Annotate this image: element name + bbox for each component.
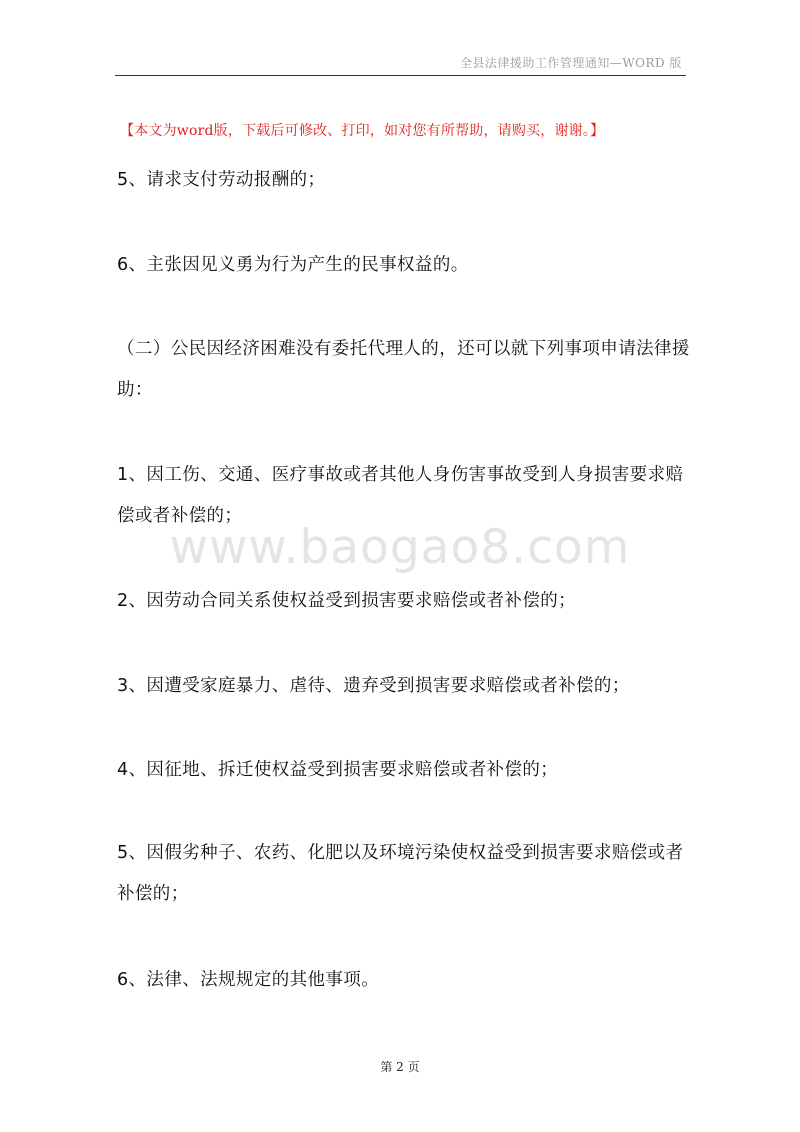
- paragraph-item-4-land-requisition: 4、因征地、拆迁使权益受到损害要求赔偿或者补偿的；: [117, 760, 559, 780]
- paragraph-item-6-heroic-act: 6、主张因见义勇为行为产生的民事权益的。: [117, 255, 469, 275]
- watermark-text: www.baogao8.com: [169, 520, 631, 575]
- header-divider: [115, 75, 686, 76]
- page-number: 第 2 页: [380, 1060, 420, 1074]
- paragraph-item-1-injury: 1、因工伤、交通、医疗事故或者其他人身伤害事故受到人身损害要求赔偿或者补偿的；: [117, 465, 684, 526]
- paragraph-item-5-labor-pay: 5、请求支付劳动报酬的；: [117, 170, 326, 190]
- paragraph-item-6-other-matters: 6、法律、法规规定的其他事项。: [117, 970, 380, 990]
- paragraph-item-2-labor-contract: 2、因劳动合同关系使权益受到损害要求赔偿或者补偿的；: [117, 591, 577, 611]
- paragraph-item-3-domestic-violence: 3、因遭受家庭暴力、虐待、遗弃受到损害要求赔偿或者补偿的；: [117, 676, 630, 696]
- paragraph-section-two-intro: （二）公民因经济困难没有委托代理人的，还可以就下列事项申请法律援助：: [117, 339, 690, 400]
- running-header-title: 全县法律援助工作管理通知—WORD 版: [459, 56, 682, 70]
- paragraph-item-5-fake-seeds: 5、因假劣种子、农药、化肥以及环境污染使权益受到损害要求赔偿或者补偿的；: [117, 843, 684, 904]
- red-notice-banner: 【本文为word版，下载后可修改、打印，如对您有所帮助，请购买，谢谢。】: [120, 123, 605, 139]
